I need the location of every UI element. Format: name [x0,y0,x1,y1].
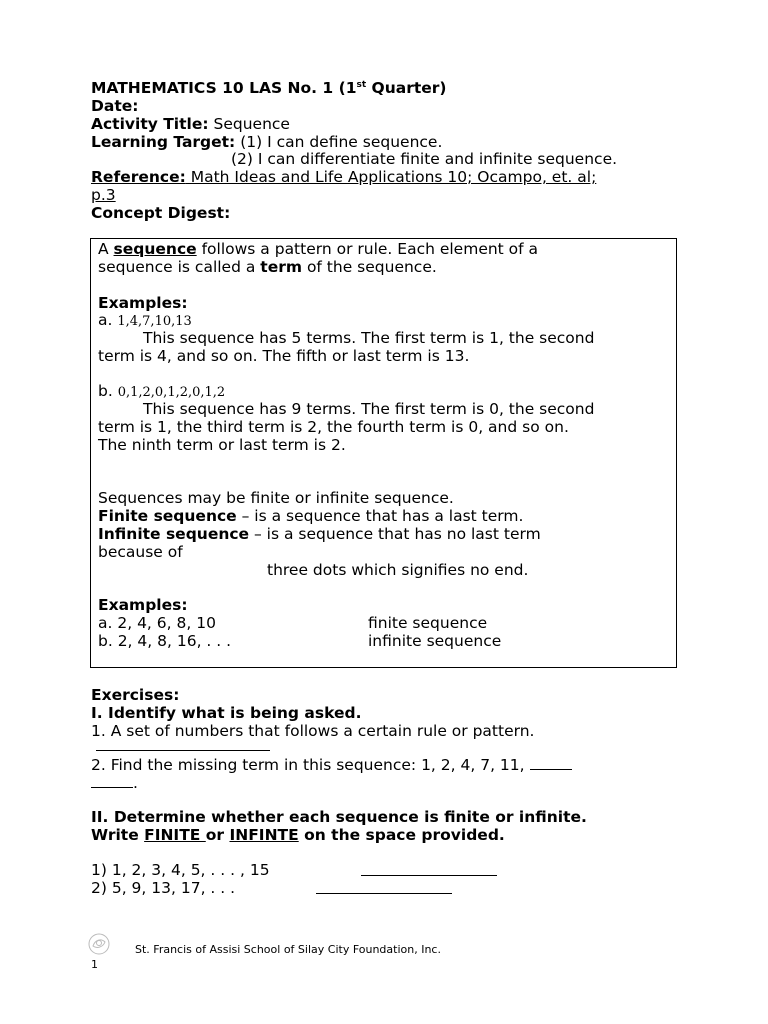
example-2a: a. 2, 4, 6, 8, 10 [98,614,216,632]
example-2a-type: finite sequence [368,614,488,632]
infinite-definition: Infinite sequence – is a sequence that has no last term [98,525,541,543]
three-dots-note: three dots which signifies no end. [267,561,529,579]
learning-target-1: Learning Target: (1) I can define sequence. [91,133,443,151]
part-2-instruction: Write FINITE or INFINTE on the space provided. [91,826,505,844]
examples-label: Examples: [98,294,188,312]
examples-2-label: Examples: [98,596,188,614]
concept-digest-label: Concept Digest: [91,204,231,222]
sequence-types-intro: Sequences may be finite or infinite sequence. [98,489,454,507]
example-2b-type: infinite sequence [368,632,502,650]
question-2-continuation: . [91,773,138,792]
item-1-answer-blank[interactable] [361,861,497,880]
part-2-title: II. Determine whether each sequence is finite or infinite. [91,808,587,826]
worksheet-title: MATHEMATICS 10 LAS No. 1 (1st Quarter) [91,79,447,97]
concept-box [90,238,677,668]
example-a-text-1: This sequence has 5 terms. The first term is 1, the second [143,329,595,347]
example-b-sequence: b. 0,1,2,0,1,2,0,1,2 [98,382,226,400]
example-2b: b. 2, 4, 8, 16, . . . [98,632,232,650]
sequence-definition-2: sequence is called a term of the sequence. [98,258,437,276]
page-number: 1 [91,958,98,971]
item-2: 2) 5, 9, 13, 17, . . . [91,879,236,897]
question-2: 2. Find the missing term in this sequence: 1, 2, 4, 7, 11, [91,755,572,774]
because-of: because of [98,543,183,561]
sequence-definition-1: A sequence follows a pattern or rule. Each element of a [98,240,539,258]
footer-school-name: St. Francis of Assisi School of Silay City Foundation, Inc. [135,943,441,956]
item-2-answer-blank[interactable] [316,879,452,898]
example-b-text-1: This sequence has 9 terms. The first term is 0, the second [143,400,595,418]
date-label: Date: [91,97,139,115]
learning-target-2: (2) I can differentiate finite and infinite sequence. [231,150,618,168]
example-b-text-2: term is 1, the third term is 2, the fourth term is 0, and so on. [98,418,569,436]
question-1-answer-blank[interactable] [96,736,270,755]
part-1-title: I. Identify what is being asked. [91,704,362,722]
example-a-sequence: a. 1,4,7,10,13 [98,311,192,329]
finite-definition: Finite sequence – is a sequence that has a last term. [98,507,524,525]
reference-page: p.3 [91,186,116,204]
school-seal-logo-icon [86,932,112,958]
question-2-answer-blank[interactable] [530,755,572,770]
activity-title: Activity Title: Sequence [91,115,290,133]
example-a-text-2: term is 4, and so on. The fifth or last term is 13. [98,347,470,365]
reference: Reference: Math Ideas and Life Applications 10; Ocampo, et. al; [91,168,597,186]
exercises-label: Exercises: [91,686,180,704]
question-1: 1. A set of numbers that follows a certain rule or pattern. [91,722,535,740]
item-1: 1) 1, 2, 3, 4, 5, . . . , 15 [91,861,270,879]
question-2-answer-blank-2[interactable] [91,773,133,788]
example-b-text-3: The ninth term or last term is 2. [98,436,346,454]
